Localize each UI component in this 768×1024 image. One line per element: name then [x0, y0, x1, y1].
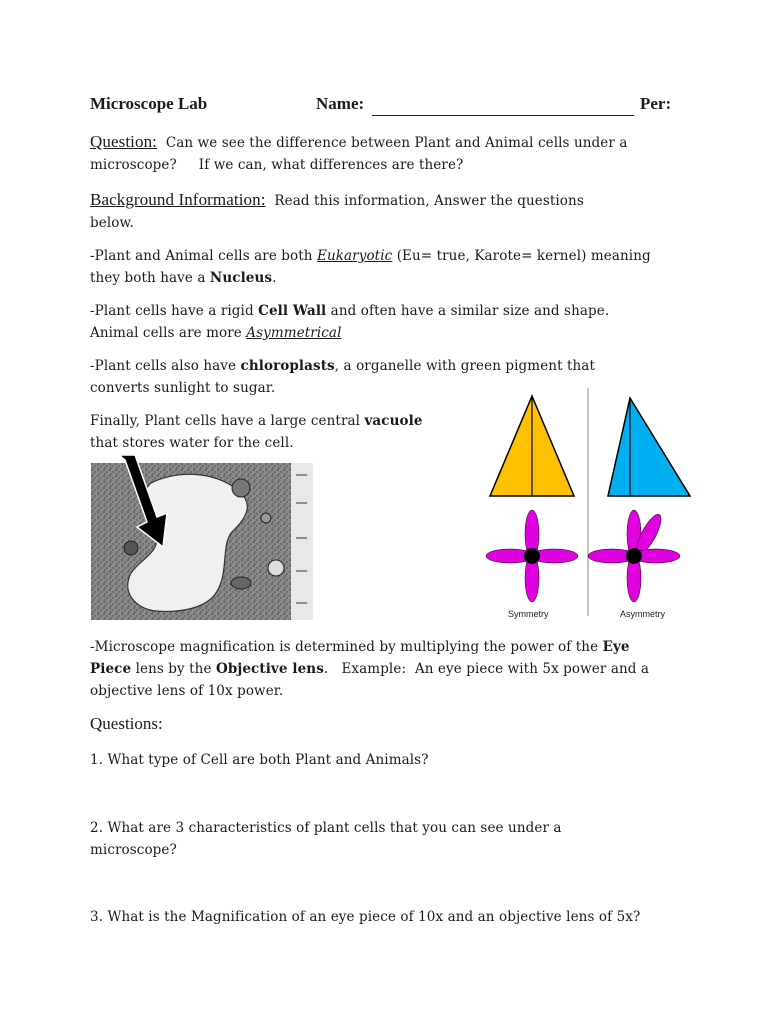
- background-text-2: below.: [90, 215, 134, 231]
- question-text-2: microscope? If we can, what differences are there?: [90, 157, 464, 173]
- symmetry-figure: [484, 388, 699, 628]
- term-asymmetrical: Asymmetrical: [246, 325, 342, 341]
- paragraph-eukaryotic: -Plant and Animal cells are both Eukaryotic (Eu= true, Karote= kernel) meaning they both have a Nucleus.: [90, 248, 651, 286]
- term-eukaryotic: Eukaryotic: [317, 248, 393, 264]
- term-objective-lens: Objective lens: [215, 661, 324, 677]
- question-3: 3. What is the Magnification of an eye piece of 10x and an objective lens of 5x?: [90, 909, 641, 925]
- paragraph-vacuole: Finally, Plant cells have a large central vacuole that stores water for the cell.: [90, 413, 423, 451]
- question-label: Question:: [90, 132, 158, 151]
- name-line[interactable]: [372, 115, 634, 116]
- question-1: 1. What type of Cell are both Plant and Animals?: [90, 752, 429, 768]
- term-vacuole: vacuole: [364, 413, 423, 429]
- asymmetric-triangle: [608, 398, 690, 496]
- term-cell-wall: Cell Wall: [258, 303, 327, 319]
- caption-asymmetry: Asymmetry: [620, 609, 665, 619]
- background-block: [90, 189, 690, 234]
- question-text: Can we see the difference between Plant and Animal cells under a: [165, 135, 628, 151]
- question-2: 2. What are 3 characteristics of plant cells that you can see under a microscope?: [90, 820, 562, 858]
- page-title: Microscope Lab: [90, 94, 208, 113]
- symmetric-flower: [486, 510, 578, 602]
- questions-label: Questions:: [90, 714, 163, 733]
- paragraph-cell-wall: -Plant cells have a rigid Cell Wall and often have a similar size and shape. Animal cells are more Asymmetrical: [90, 303, 610, 341]
- term-chloroplasts: chloroplasts: [240, 358, 335, 374]
- per-label: Per:: [640, 94, 672, 113]
- term-nucleus: Nucleus: [209, 270, 273, 286]
- arrow-icon: [109, 455, 179, 550]
- question-block: [90, 131, 690, 176]
- background-label: Background Information:: [90, 190, 266, 209]
- name-label: Name:: [316, 94, 365, 113]
- caption-symmetry: Symmetry: [508, 609, 549, 619]
- vacuole-micrograph: [91, 463, 313, 620]
- paragraph-chloroplasts: -Plant cells also have chloroplasts, a organelle with green pigment that converts sunlight to sugar.: [90, 358, 595, 396]
- asymmetric-flower: [588, 510, 680, 602]
- background-text: Read this information, Answer the questions: [274, 193, 584, 209]
- paragraph-magnification: -Microscope magnification is determined by multiplying the power of the Eye Piece lens by the Objective lens. Example: An eye piece with 5x power and a objective lens of 10x power.: [90, 639, 650, 699]
